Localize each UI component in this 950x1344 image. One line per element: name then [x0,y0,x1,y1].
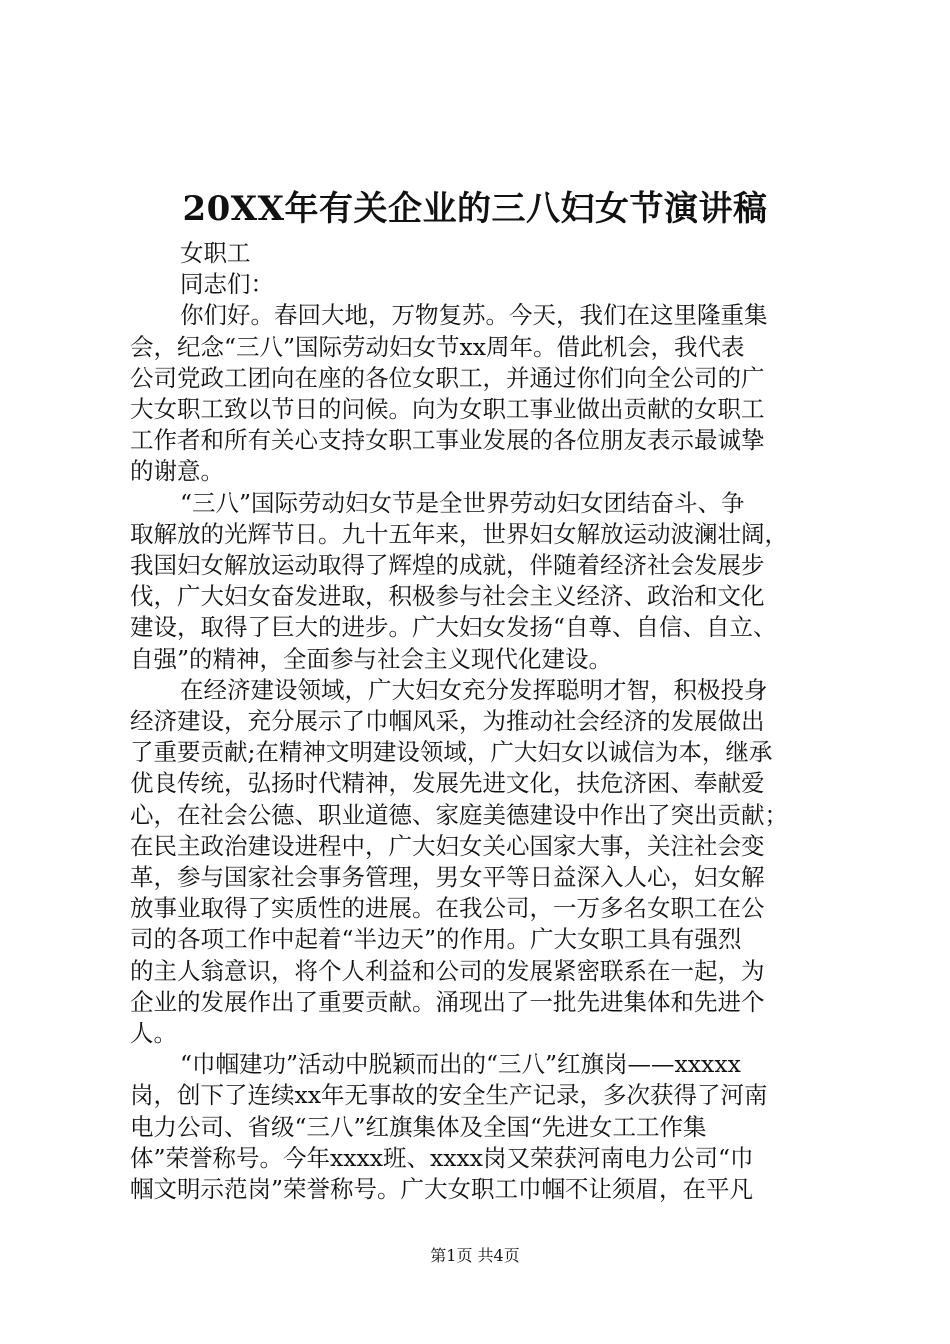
text-line: 在民主政治建设进程中，广大妇女关心国家大事，关注社会变 [130,831,765,860]
text-line: 建设，取得了巨大的进步。广大妇女发扬“自尊、自信、自立、 [130,613,777,642]
text-line: 心，在社会公德、职业道德、家庭美德建设中作出了突出贡献； [130,800,788,829]
text-line: 会，纪念“三八”国际劳动妇女节xx周年。借此机会，我代表 [130,332,745,361]
text-line: 放事业取得了实质性的进展。在我公司，一万多名女职工在公 [130,894,765,923]
text-line: 的主人翁意识，将个人利益和公司的发展紧密联系在一起，为 [130,956,765,985]
text-line: 你们好。春回大地，万物复苏。今天，我们在这里隆重集 [180,301,768,330]
text-line: 优良传统，弘扬时代精神，发展先进文化，扶危济困、奉献爱 [130,769,765,798]
text-line: 我国妇女解放运动取得了辉煌的成就，伴随着经济社会发展步 [130,551,765,580]
text-line: 公司党政工团向在座的各位女职工，并通过你们向全公司的广 [130,363,765,392]
text-line: 人。 [130,1019,177,1048]
text-line: 司的各项工作中起着“半边天”的作用。广大女职工具有强烈 [130,925,742,954]
text-line: 女职工 [180,239,251,267]
text-line: 伐，广大妇女奋发进取，积极参与社会主义经济、政治和文化 [130,582,765,611]
text-line: 岗，创下了连续xx年无事故的安全生产记录，多次获得了河南 [130,1081,768,1110]
text-line: 自强”的精神，全面参与社会主义现代化建设。 [130,644,613,673]
text-line: 经济建设，充分展示了巾帼风采，为推动社会经济的发展做出 [130,707,765,736]
text-line: “巾帼建功”活动中脱颖而出的“三八”红旗岗——xxxxx [180,1050,741,1079]
text-line: 的谢意。 [130,457,224,486]
text-line: 工作者和所有关心支持女职工事业发展的各位朋友表示最诚挚 [130,426,765,455]
text-line: 企业的发展作出了重要贡献。涌现出了一批先进集体和先进个 [130,987,765,1016]
text-line: 大女职工致以节日的问候。向为女职工事业做出贡献的女职工 [130,395,765,424]
page-footer: 第1页 共4页 [430,1246,520,1265]
text-line: 电力公司、省级“三八”红旗集体及全国“先进女工工作集 [130,1112,707,1141]
text-line: “三八”国际劳动妇女节是全世界劳动妇女团结奋斗、争 [180,488,745,517]
page-title: 20XX年有关企业的三八妇女节演讲稿 [182,189,768,229]
text-line: 体”荣誉称号。今年xxxx班、xxxx岗又荣获河南电力公司“巾 [130,1143,754,1172]
text-line: 在经济建设领域，广大妇女充分发挥聪明才智，积极投身 [180,675,768,704]
text-line: 了重要贡献;在精神文明建设领域，广大妇女以诚信为本，继承 [130,738,773,767]
text-line: 帼文明示范岗”荣誉称号。广大女职工巾帼不让须眉，在平凡 [130,1175,754,1204]
text-line: 同志们： [180,270,274,299]
text-line: 取解放的光辉节日。九十五年来，世界妇女解放运动波澜壮阔， [130,519,788,548]
document-body [130,238,830,1205]
text-line: 革，参与国家社会事务管理，男女平等日益深入人心，妇女解 [130,863,765,892]
